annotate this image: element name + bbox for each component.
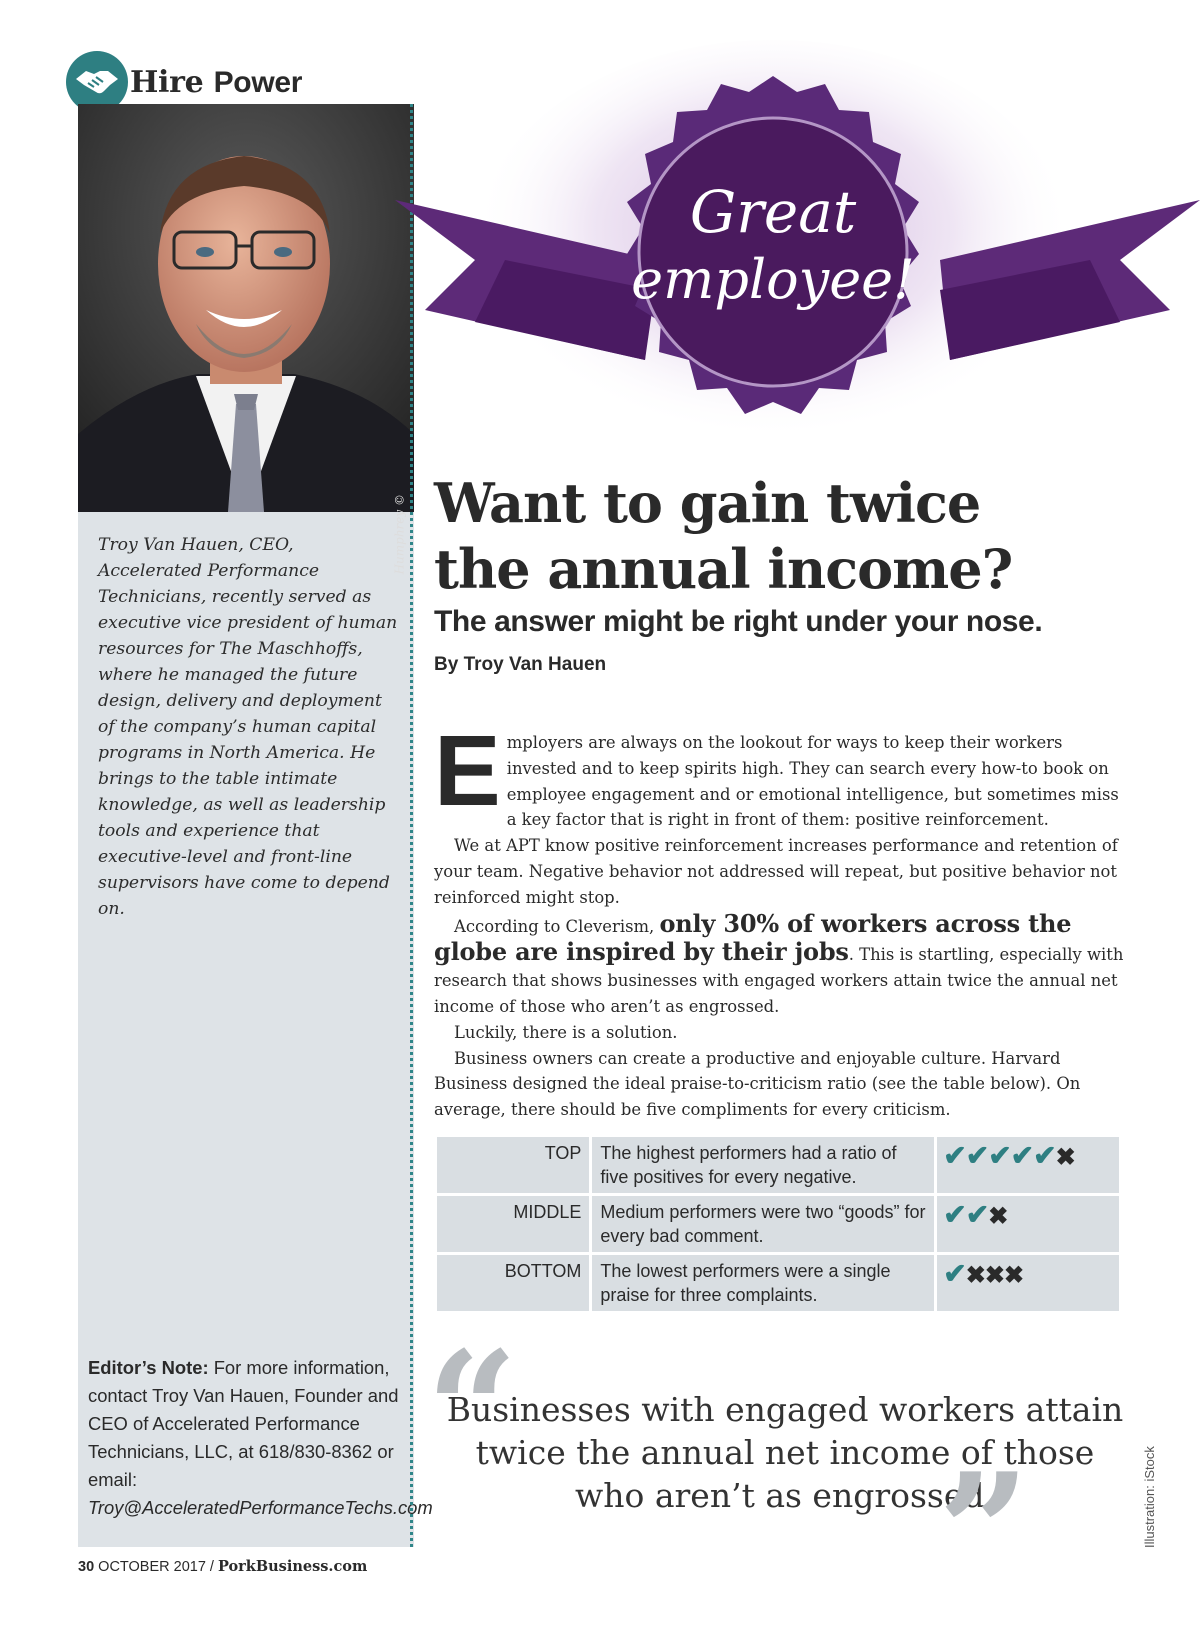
editor-note-label: Editor’s Note:: [88, 1357, 209, 1378]
row-marks: [936, 1195, 1121, 1254]
cross-icon: ✖✖✖: [965, 1262, 1024, 1289]
check-icon: ✔: [943, 1258, 966, 1289]
paragraph-2: We at APT know positive reinforcement increases performance and retention of your team. Negative behavior not addressed will repeat, but positive behavior not reinforced might stop.: [434, 836, 1118, 907]
headline-line1: Want to gain twice: [434, 471, 981, 535]
paragraph-3: According to Cleverism, only 30% of workers across the globe are inspired by their jobs. This is startling, especially with research that shows businesses with engaged workers attain twice the annual net income of those who aren’t as engrossed.: [434, 908, 1124, 1016]
photo-credit: Humphrey ©: [392, 494, 406, 575]
row-description: Medium performers were two “goods” for every bad comment.: [591, 1195, 936, 1254]
pull-quote: Businesses with engaged workers attain twice the annual net income of those who aren’t as engrossed.: [446, 1390, 1124, 1515]
article-byline: By Troy Van Hauen: [434, 654, 607, 675]
row-level: MIDDLE: [436, 1195, 591, 1254]
article-subhead: The answer might be right under your nose.: [434, 605, 1043, 638]
author-photo: [78, 104, 414, 575]
paragraph-5: Business owners can create a productive and enjoyable culture. Harvard Business designed the ideal praise-to-criticism ratio (see the table below). On average, there should be five compliments for every criticism.: [434, 1048, 1081, 1120]
check-icon: ✔✔: [943, 1199, 989, 1230]
badge-line1: Great: [689, 178, 857, 246]
editor-note-text: For more information, contact Troy Van Hauen, Founder and CEO of Accelerated Performance Technicians, LLC, at 618/830-8362 or email:: [88, 1357, 399, 1490]
check-icon: ✔✔✔✔✔: [943, 1140, 1056, 1171]
author-bio: Troy Van Hauen, CEO, Accelerated Performance Technicians, recently served as executive vice president of human resources for The Maschhoffs, where he managed the future design, delivery and deployment of the company’s human capital programs in North America. He brings to the table intimate knowledge, as well as leadership tools and experience that executive-level and front-line supervisors have come to depend on.: [98, 535, 398, 919]
editor-note: [88, 1354, 433, 1522]
praise-ratio-table: [434, 1134, 1122, 1314]
row-description: The lowest performers were a single praise for three complaints.: [591, 1254, 936, 1313]
cross-icon: ✖: [1055, 1144, 1075, 1171]
emphasized-stat: only 30% of workers across the globe are inspired by their jobs: [434, 908, 1072, 967]
great-employee-badge: [395, 60, 1200, 490]
table-row: [436, 1136, 1121, 1195]
issue-month: OCTOBER: [94, 1559, 170, 1575]
page-footer: [78, 1558, 367, 1575]
drop-cap: E: [434, 715, 501, 827]
page-number: 30: [78, 1559, 95, 1575]
article-body: [434, 715, 1124, 1123]
section-title: Hire Power: [130, 64, 303, 100]
table-row: [436, 1254, 1121, 1313]
row-description: The highest performers had a ratio of five positives for every negative.: [591, 1136, 936, 1195]
author-sidebar: [78, 104, 433, 1547]
cross-icon: ✖: [988, 1203, 1008, 1230]
section-header: [66, 52, 302, 112]
row-marks: [936, 1254, 1121, 1313]
row-marks: [936, 1136, 1121, 1195]
article-headline: [434, 470, 1174, 602]
table-row: [436, 1195, 1121, 1254]
editor-note-email[interactable]: Troy@AcceleratedPerformanceTechs.com: [88, 1497, 433, 1518]
open-quote-icon: “: [426, 1316, 519, 1504]
row-level: BOTTOM: [436, 1254, 591, 1313]
row-level: TOP: [436, 1136, 591, 1195]
paragraph-4: Luckily, there is a solution.: [454, 1022, 678, 1042]
badge-line2: employee!: [631, 248, 915, 311]
headline-line2: the annual income?: [434, 537, 1013, 601]
illustration-credit: Illustration: iStock: [1142, 1446, 1157, 1548]
paragraph-1: Employers are always on the lookout for ways to keep their workers invested and to keep spirits high. They can search every how-to book on employee engagement and or emotional intelligence, but sometimes miss a key factor that is right in front of them: positive reinforcement.: [434, 715, 1119, 830]
close-quote-icon: ”: [938, 1438, 1031, 1626]
issue-year: 2017 /: [169, 1559, 218, 1575]
site-name[interactable]: PorkBusiness.com: [217, 1558, 368, 1575]
